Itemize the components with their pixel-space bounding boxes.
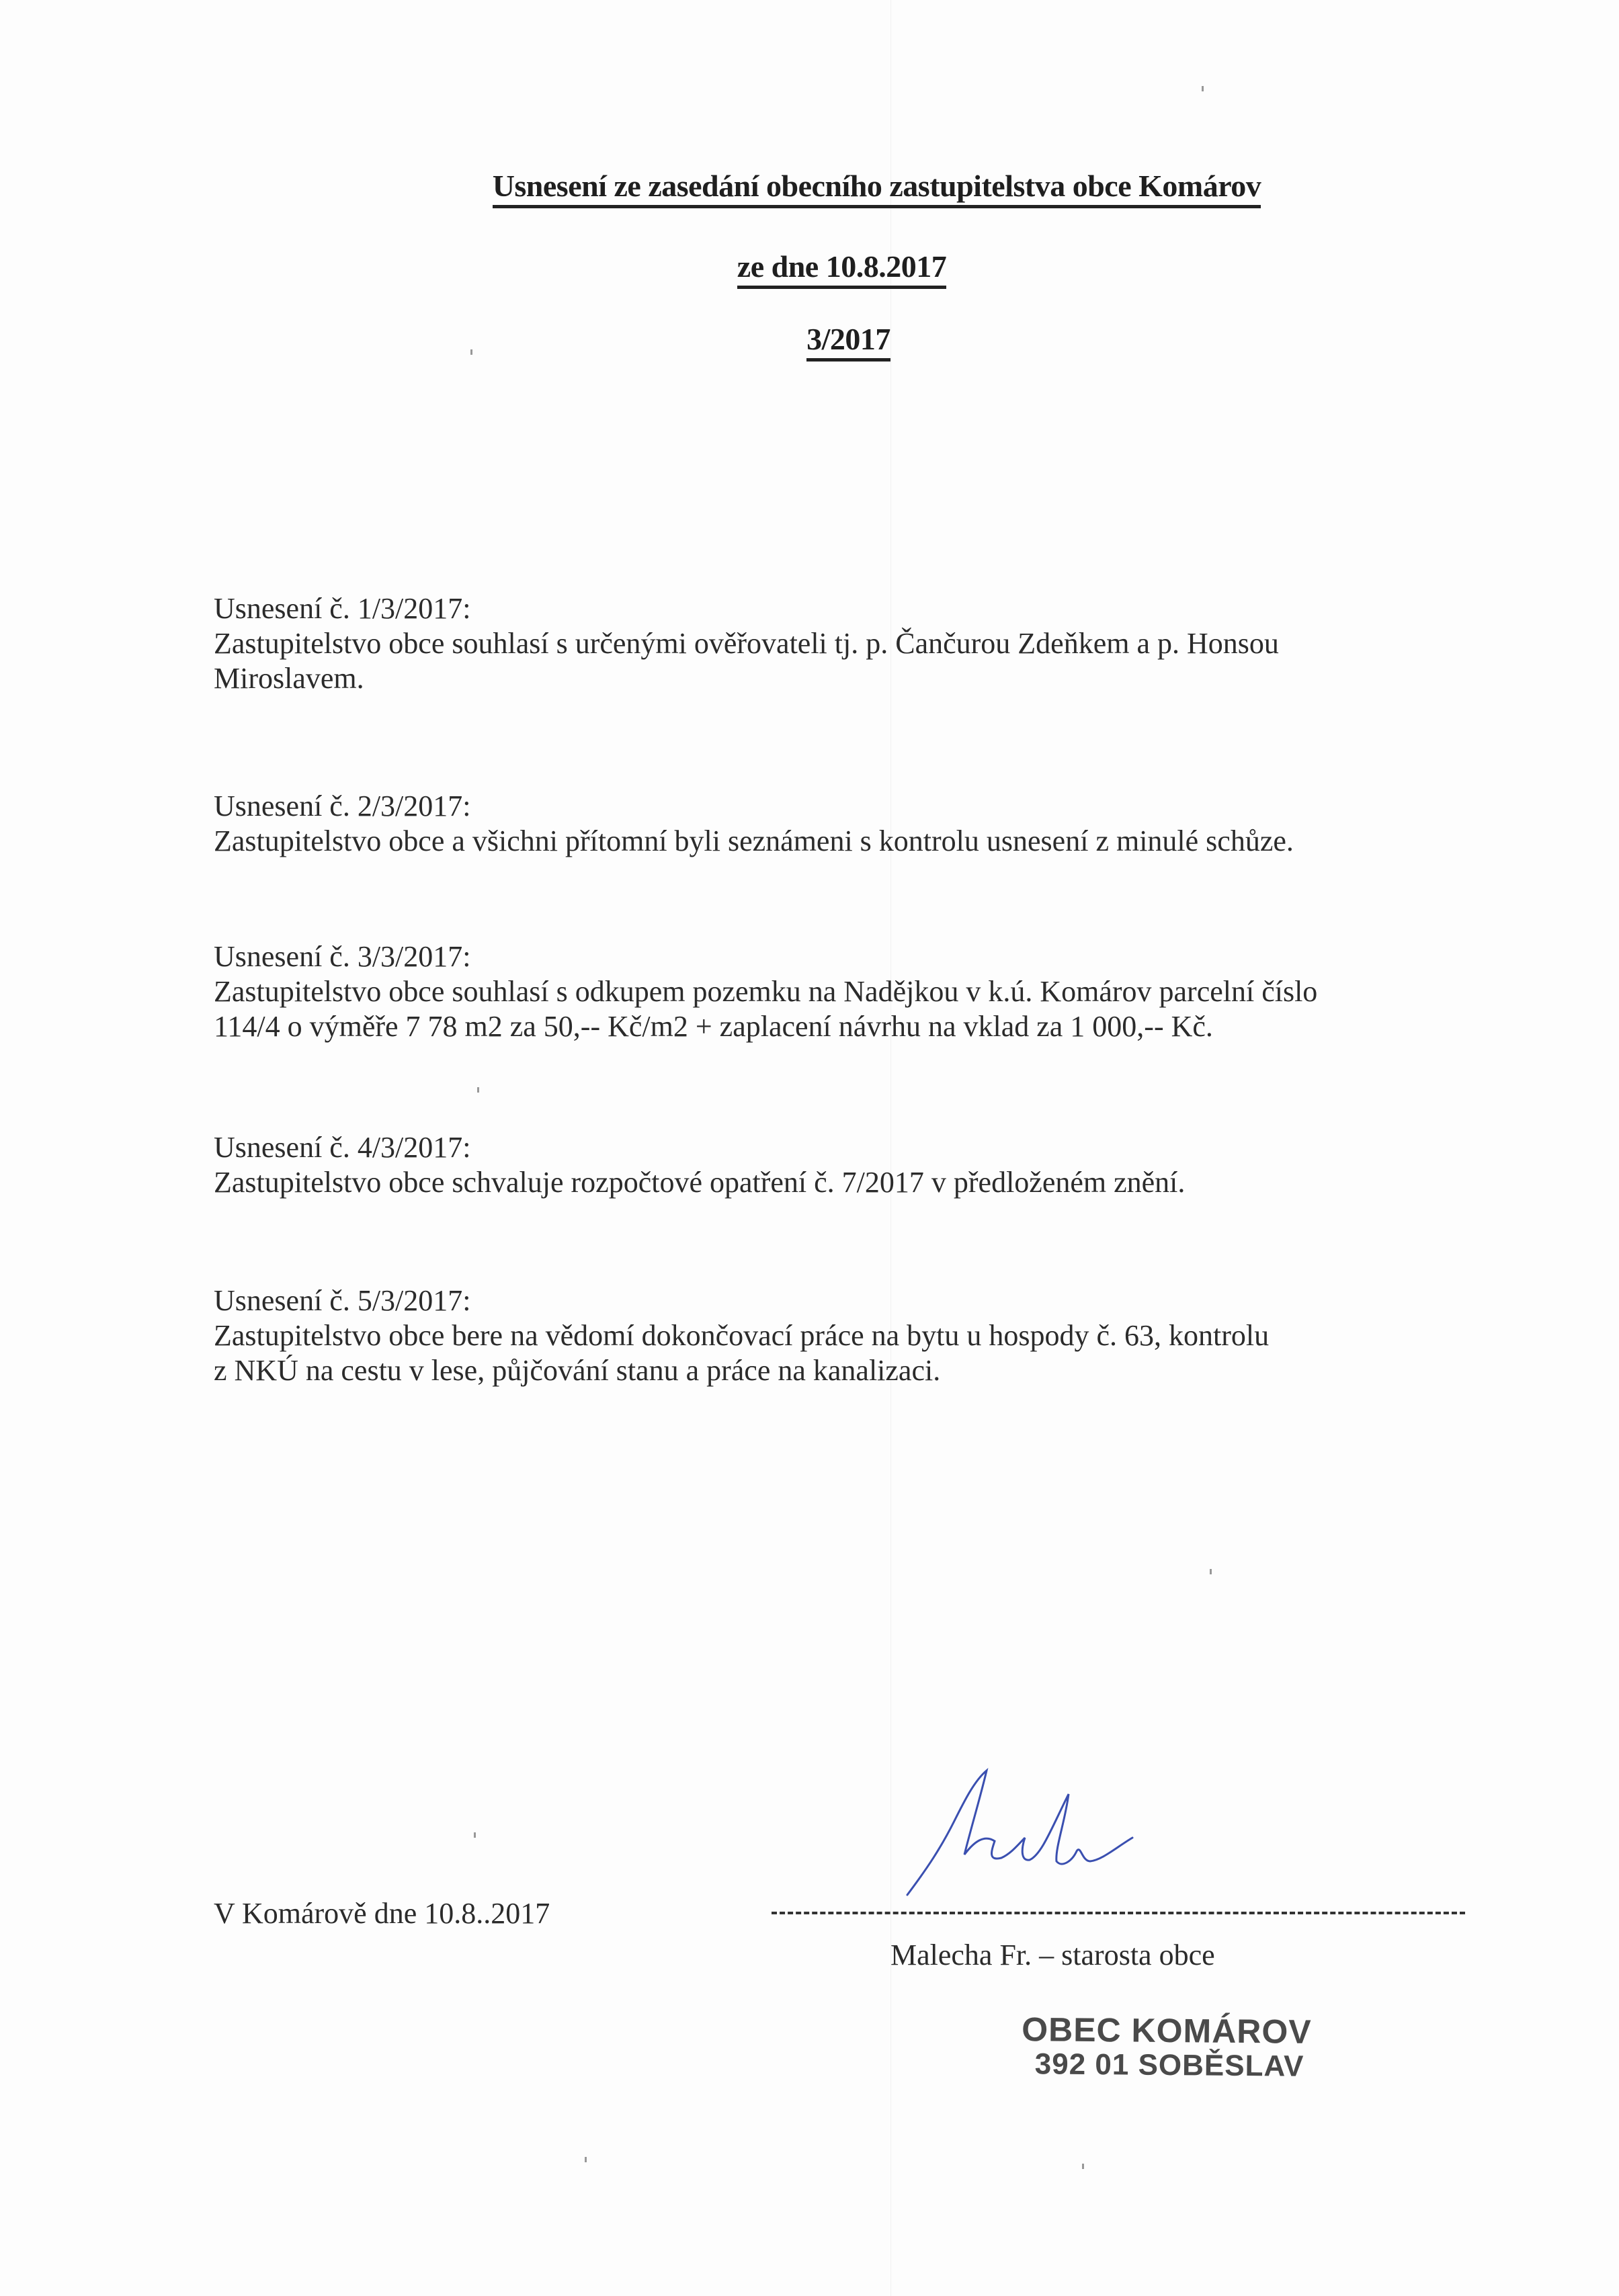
document-title [0,168,1619,208]
resolution-item [214,939,1477,1044]
stamp-line-2: 392 01 SOBĚSLAV [1034,2047,1304,2083]
stamp-line-1: OBEC KOMÁROV [1021,2010,1312,2051]
signature-stroke [907,1771,1132,1895]
resolution-label: Usnesení č. 4/3/2017: [214,1131,471,1164]
place-and-date: V Komárově dne 10.8..2017 [214,1897,550,1930]
scan-speck [470,349,472,355]
resolution-item [214,1283,1477,1388]
scan-speck [477,1087,479,1093]
resolution-text: Zastupitelstvo obce a všichni přítomní byli seznámeni s kontrolu usnesení z minulé schůze. [214,824,1294,857]
scan-speck [474,1832,476,1838]
resolution-text: Zastupitelstvo obce souhlasí s určenými ověřovateli tj. p. Čančurou Zdeňkem a p. Honsou Miroslavem. [214,627,1279,695]
resolution-label: Usnesení č. 1/3/2017: [214,592,471,625]
scan-speck [1202,86,1204,91]
scan-speck [1210,1569,1212,1574]
date-heading-text: ze dne 10.8.2017 [737,250,946,289]
resolution-label: Usnesení č. 5/3/2017: [214,1284,471,1317]
resolution-text: Zastupitelstvo obce schvaluje rozpočtové opatření č. 7/2017 v předloženém znění. [214,1166,1186,1199]
signatory-name: Malecha Fr. – starosta obce [890,1939,1215,1971]
scan-speck [585,2157,587,2162]
date-heading [0,249,1619,289]
signature-line [772,1912,1465,1914]
resolution-item [214,591,1477,696]
scan-speck [1082,2164,1084,2169]
number-heading-text: 3/2017 [806,323,890,362]
document-title-text: Usnesení ze zasedání obecního zastupitelstva obce Komárov [493,169,1261,208]
resolution-label: Usnesení č. 3/3/2017: [214,940,471,973]
official-stamp [1022,2011,1312,2083]
number-heading [0,321,1619,362]
resolution-text: Zastupitelstvo obce bere na vědomí dokončovací práce na bytu u hospody č. 63, kontrolu z NKÚ na cestu v lese, půjčování stanu a práce na kanalizaci. [214,1319,1270,1387]
resolution-label: Usnesení č. 2/3/2017: [214,790,471,822]
handwritten-signature [901,1767,1210,1902]
resolution-item [214,1130,1477,1200]
resolution-text: Zastupitelstvo obce souhlasí s odkupem pozemku na Nadějkou v k.ú. Komárov parcelní číslo 114/4 o výměře 7 78 m2 za 50,-- Kč/m2 + zaplacení návrhu na vklad za 1 000,-- Kč. [214,975,1318,1043]
resolution-item [214,789,1477,859]
